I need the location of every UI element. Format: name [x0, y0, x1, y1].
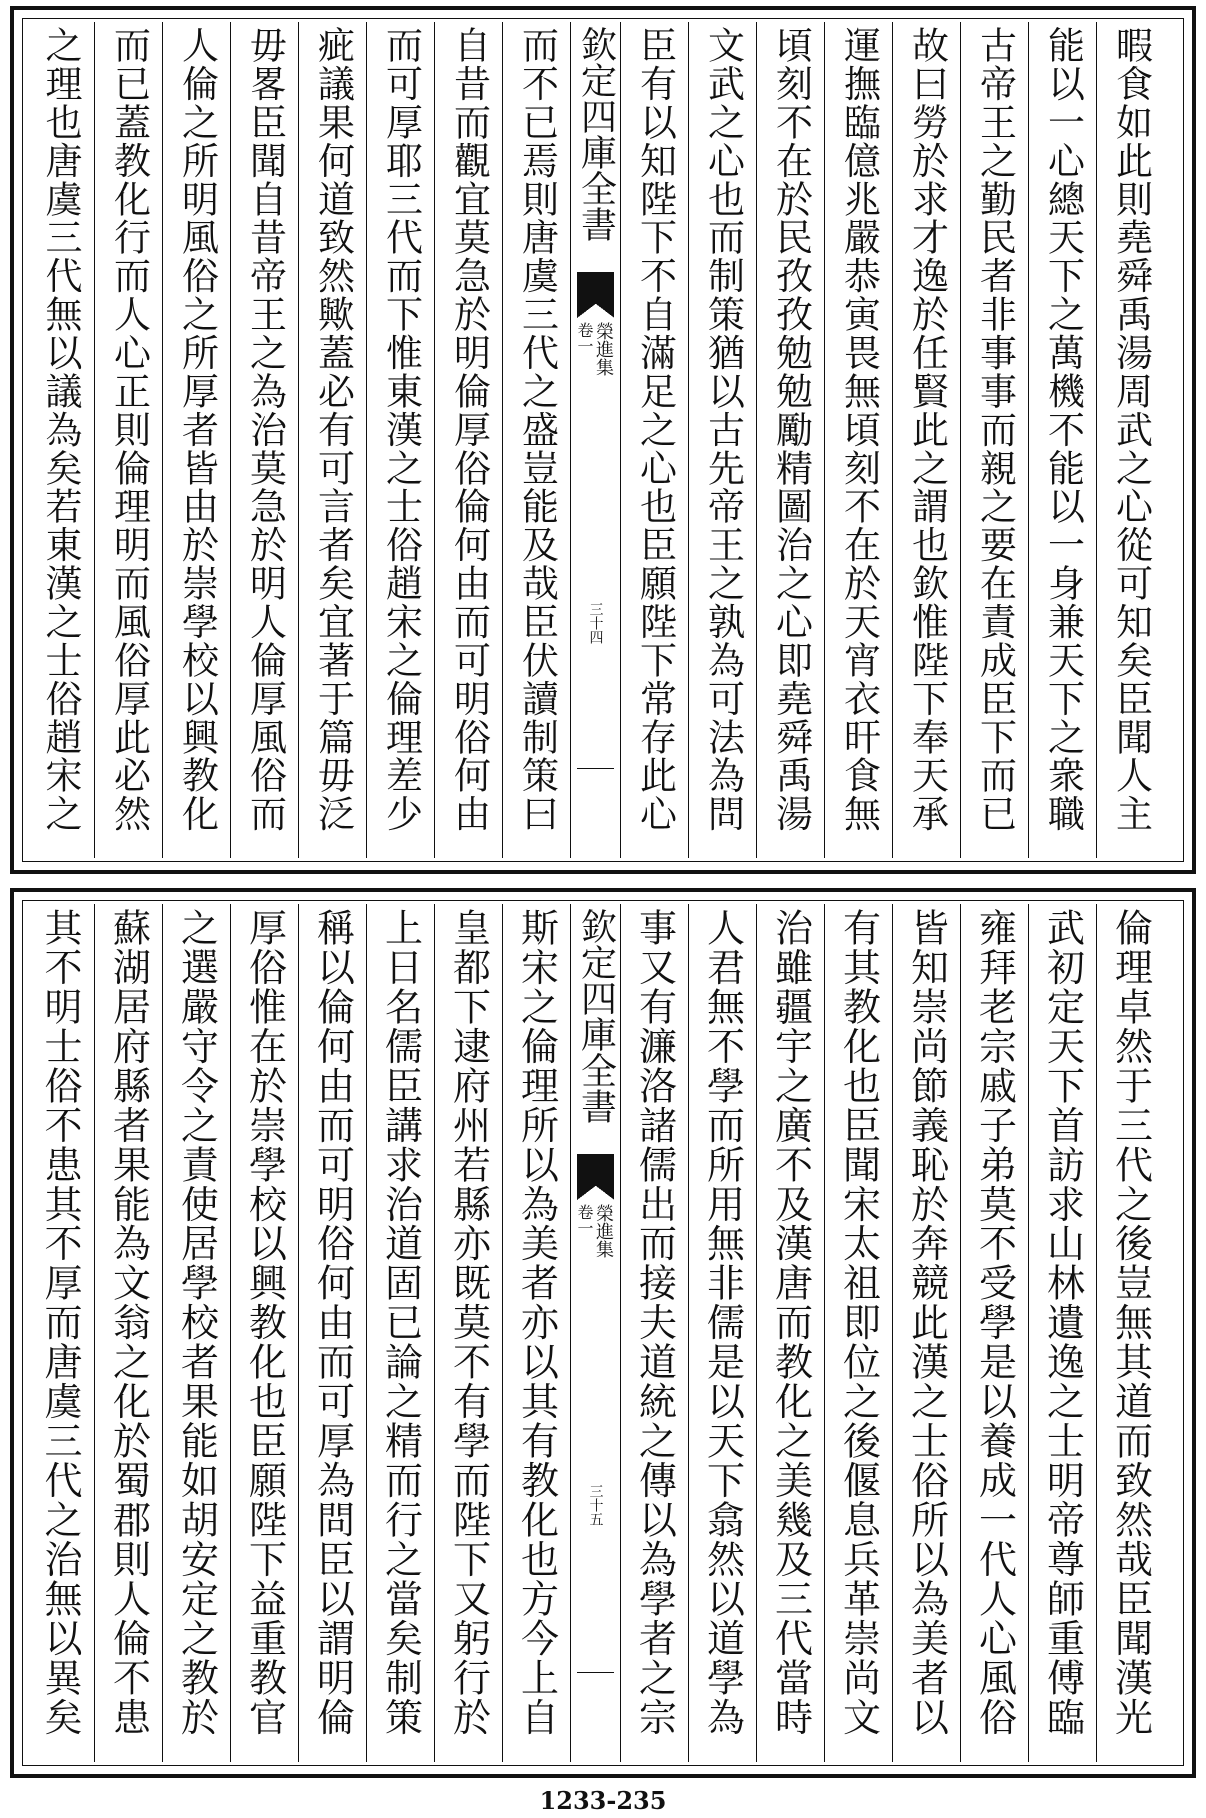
text-column [620, 22, 688, 858]
column-text: 厚俗惟在於崇學校以興教化也臣願陛下益重教官 [242, 908, 287, 1737]
column-text: 頃刻不在於民孜孜勉勉勵精圖治之心即堯舜禹湯 [769, 26, 813, 833]
collection-title: 榮進集 [593, 1204, 614, 1258]
column-text: 能以一心總天下之萬機不能以一身兼天下之衆職 [1041, 26, 1085, 833]
text-column [892, 904, 960, 1762]
text-column [162, 904, 230, 1762]
column-text: 斯宋之倫理所以為美者亦以其有教化也方今上自 [514, 908, 559, 1737]
text-column [94, 904, 162, 1762]
column-text: 上日名儒臣講求治道固已論之精而行之當矣制策 [378, 908, 423, 1737]
bottom-page-body [26, 904, 1180, 1762]
text-column [26, 904, 94, 1762]
column-text: 毋畧臣聞自昔帝王之為治莫急於明人倫厚風俗而 [243, 26, 287, 833]
top-page [10, 6, 1196, 874]
column-text: 稱以倫何由而可明俗何由而可厚為問臣以謂明倫 [310, 908, 355, 1737]
library-title: 欽定四庫全書 [575, 26, 617, 242]
gutter-rule [577, 768, 614, 769]
column-text: 之理也唐虞三代無以議為矣若東漢之士俗趙宋之 [39, 26, 82, 833]
text-column [502, 22, 570, 858]
text-column [620, 904, 688, 1762]
leaf-number: 三十四 [587, 602, 604, 644]
text-column [94, 22, 162, 858]
center-gutter [570, 904, 620, 1762]
column-text: 臣有以知陛下不自滿足之心也臣願陛下常存此心 [633, 26, 677, 833]
fish-tail-mark [577, 272, 614, 304]
column-text: 有其教化也臣聞宋太祖即位之後偃息兵革崇尚文 [836, 908, 881, 1737]
center-gutter [570, 22, 620, 858]
column-text: 運撫臨億兆嚴恭寅畏無頃刻不在於天宵衣旰食無 [837, 26, 881, 833]
column-text: 之選嚴守令之責使居學校者果能如胡安定之教於 [174, 908, 219, 1737]
text-column [230, 22, 298, 858]
top-page-body [26, 22, 1180, 858]
column-text: 皆知崇尚節義恥於奔競此漢之士俗所以為美者以 [904, 908, 949, 1737]
text-column [824, 22, 892, 858]
column-text: 古帝王之勤民者非事事而親之要在責成臣下而已 [973, 26, 1017, 833]
leaf-number: 三十五 [587, 1484, 604, 1526]
column-text: 其不明士俗不患其不厚而唐虞三代之治無以異矣 [38, 908, 82, 1737]
text-column [26, 22, 94, 858]
text-column [230, 904, 298, 1762]
column-text: 自昔而觀宜莫急於明倫厚俗倫何由而可明俗何由 [447, 26, 491, 833]
text-column [960, 904, 1028, 1762]
text-column [1028, 904, 1096, 1762]
text-column [298, 22, 366, 858]
text-column [892, 22, 960, 858]
text-column [434, 22, 502, 858]
text-column [298, 904, 366, 1762]
column-text: 武初定天下首訪求山林遺逸之士明帝尊師重傅臨 [1040, 908, 1085, 1737]
column-text: 暇食如此則堯舜禹湯周武之心從可知矣臣聞人主 [1109, 26, 1153, 833]
column-text: 人君無不學而所用無非儒是以天下翕然以道學為 [700, 908, 745, 1737]
column-text: 治雖疆宇之廣不及漢唐而教化之美幾及三代當時 [768, 908, 813, 1737]
text-column [366, 904, 434, 1762]
column-text: 疵議果何道致然歟蓋必有可言者矣宜著于篇毋泛 [311, 26, 355, 833]
text-column [162, 22, 230, 858]
column-text: 倫理卓然于三代之後豈無其道而致然哉臣聞漢光 [1108, 908, 1153, 1737]
column-text: 故曰勞於求才逸於任賢此之謂也欽惟陛下奉天承 [905, 26, 949, 833]
text-column [756, 22, 824, 858]
text-column [502, 904, 570, 1762]
text-column [960, 22, 1028, 858]
volume-label: 卷一 [575, 322, 594, 354]
text-column [434, 904, 502, 1762]
column-text: 蘇湖居府縣者果能為文翁之化於蜀郡則人倫不患 [106, 908, 151, 1737]
column-text: 而已蓋教化行而人心正則倫理明而風俗厚此必然 [107, 26, 151, 833]
column-text: 人倫之所明風俗之所厚者皆由於崇學校以興教化 [175, 26, 219, 833]
text-column [366, 22, 434, 858]
column-text: 而可厚耶三代而下惟東漢之士俗趙宋之倫理差少 [379, 26, 423, 833]
column-text: 而不已焉則唐虞三代之盛豈能及哉臣伏讀制策曰 [515, 26, 559, 833]
volume-label: 卷一 [575, 1204, 594, 1236]
text-column [688, 904, 756, 1762]
column-text: 皇都下逮府州若縣亦既莫不有學而陛下又躬行於 [446, 908, 491, 1737]
gutter-rule [577, 1672, 614, 1673]
library-title: 欽定四庫全書 [575, 908, 617, 1124]
column-text: 事又有濂洛諸儒出而接夫道統之傳以為學者之宗 [632, 908, 677, 1737]
text-column [756, 904, 824, 1762]
page-number-footer: 1233-235 [539, 1786, 667, 1815]
column-text: 文武之心也而制策猶以古先帝王之孰為可法為問 [701, 26, 745, 833]
text-column [824, 904, 892, 1762]
column-text: 雍拜老宗戚子弟莫不受學是以養成一代人心風俗 [972, 908, 1017, 1737]
fish-tail-mark [577, 1154, 614, 1186]
text-column [1028, 22, 1096, 858]
collection-title: 榮進集 [593, 322, 614, 376]
text-column [1096, 904, 1164, 1762]
bottom-page [10, 888, 1196, 1778]
text-column [1096, 22, 1164, 858]
text-column [688, 22, 756, 858]
